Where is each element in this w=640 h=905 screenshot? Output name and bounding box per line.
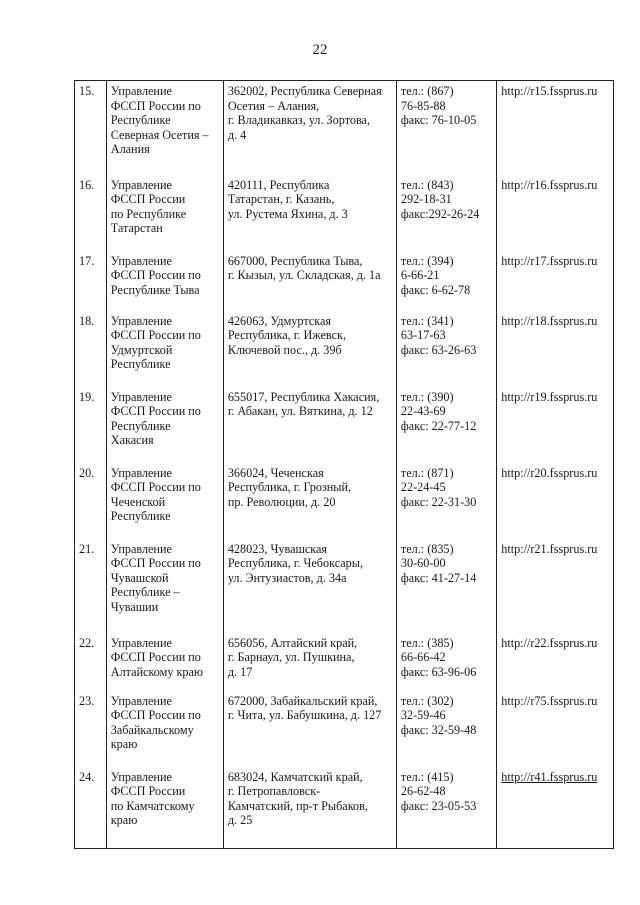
contact-line: 6-66-21 xyxy=(400,268,440,283)
address-line: пр. Революции, д. 20 xyxy=(227,494,336,509)
address-line: ул. Энтузиастов, д. 34а xyxy=(227,570,347,585)
address-line: 656056, Алтайский край, xyxy=(227,635,358,650)
department-name-line: Забайкальскому xyxy=(110,722,194,737)
department-name-cell xyxy=(106,81,223,175)
website-cell xyxy=(497,691,614,767)
row-number-cell xyxy=(75,251,107,311)
department-name-cell xyxy=(106,539,223,633)
address-line: Осетия – Алания, xyxy=(227,98,320,113)
department-name-line: Татарстан xyxy=(110,221,163,236)
contact-line: факс: 63-26-63 xyxy=(400,342,477,357)
table-row xyxy=(75,311,614,387)
department-name-line: ФССП России по xyxy=(110,98,201,113)
department-name-line: ФССП России xyxy=(110,784,186,799)
department-name-line: по Камчатскому xyxy=(110,798,195,813)
contact-line: факс:292-26-24 xyxy=(400,206,480,221)
contact-line: факс: 23-05-53 xyxy=(400,798,477,813)
contact-line: тел.: (871) xyxy=(400,465,454,480)
contacts-cell xyxy=(396,251,496,311)
contact-line: факс: 6-62-78 xyxy=(400,282,471,297)
department-name-line: ФССП России по xyxy=(110,556,201,571)
address-cell xyxy=(223,633,396,691)
department-name-line: Управление xyxy=(110,541,172,556)
contact-line: тел.: (390) xyxy=(400,389,454,404)
contact-line: 66-66-42 xyxy=(400,650,446,665)
address-cell xyxy=(223,311,396,387)
department-name-cell xyxy=(106,767,223,849)
department-name-line: по Республике xyxy=(110,206,187,221)
address-line: 362002, Республика Северная xyxy=(227,84,382,98)
table-row xyxy=(75,175,614,251)
department-name-line: Республике – xyxy=(110,585,180,600)
address-line: 683024, Камчатский край, xyxy=(227,769,363,784)
contact-line: 30-60-00 xyxy=(400,556,446,571)
department-name-line: Управление xyxy=(110,253,172,268)
department-name-line: Удмуртской xyxy=(110,342,173,357)
address-line: Татарстан, г. Казань, xyxy=(227,192,335,207)
contacts-cell xyxy=(396,463,496,539)
contact-line: факс: 32-59-48 xyxy=(400,722,477,737)
contact-line: факс: 76-10-05 xyxy=(400,113,477,128)
address-cell xyxy=(223,691,396,767)
address-line: д. 4 xyxy=(227,127,247,142)
address-line: 426063, Удмуртская xyxy=(227,313,331,328)
row-number-cell xyxy=(75,81,107,175)
contact-line: 22-24-45 xyxy=(400,480,446,495)
department-name-cell xyxy=(106,691,223,767)
website-cell xyxy=(497,175,614,251)
website-link[interactable]: http://r20.fssprus.ru xyxy=(501,465,598,480)
row-number: 16. xyxy=(79,177,95,192)
contact-line: тел.: (867) xyxy=(400,84,454,98)
table-row xyxy=(75,251,614,311)
contact-line: 292-18-31 xyxy=(400,192,452,207)
department-name-line: Чувашии xyxy=(110,599,159,614)
address-line: Республика, г. Ижевск, xyxy=(227,328,346,343)
department-name-line: Управление xyxy=(110,389,172,404)
contact-line: 26-62-48 xyxy=(400,784,446,799)
contact-line: тел.: (394) xyxy=(400,253,454,268)
department-name-line: Республике xyxy=(110,418,171,433)
department-name-line: ФССП России по xyxy=(110,404,201,419)
address-cell xyxy=(223,175,396,251)
table-row xyxy=(75,691,614,767)
address-line: ул. Рустема Яхина, д. 3 xyxy=(227,206,348,221)
department-name-line: Чувашской xyxy=(110,570,169,585)
contact-line: факс: 41-27-14 xyxy=(400,570,477,585)
address-cell xyxy=(223,387,396,463)
department-name-line: ФССП России по xyxy=(110,708,201,723)
department-name-line: Управление xyxy=(110,635,172,650)
website-link[interactable]: http://r41.fssprus.ru xyxy=(501,769,598,784)
department-name-cell xyxy=(106,175,223,251)
department-name-cell xyxy=(106,251,223,311)
department-name-line: Северная Осетия – xyxy=(110,127,209,142)
address-line: 366024, Чеченская xyxy=(227,465,324,480)
address-line: 655017, Республика Хакасия, xyxy=(227,389,380,404)
contact-line: тел.: (385) xyxy=(400,635,454,650)
table-row xyxy=(75,633,614,691)
website-cell xyxy=(497,539,614,633)
department-name-line: Управление xyxy=(110,693,172,708)
department-name-line: ФССП России по xyxy=(110,480,201,495)
website-link[interactable]: http://r21.fssprus.ru xyxy=(501,541,598,556)
table-row xyxy=(75,81,614,175)
department-name-line: краю xyxy=(110,813,138,828)
address-line: г. Владикавказ, ул. Зортова, xyxy=(227,113,371,128)
contact-line: тел.: (302) xyxy=(400,693,454,708)
row-number: 24. xyxy=(79,769,95,784)
table-row xyxy=(75,767,614,849)
contact-line: факс: 63-96-06 xyxy=(400,664,477,679)
address-cell xyxy=(223,539,396,633)
website-cell xyxy=(497,251,614,311)
department-name-line: Чеченской xyxy=(110,494,166,509)
row-number-cell xyxy=(75,387,107,463)
website-link[interactable]: http://r16.fssprus.ru xyxy=(501,177,598,192)
row-number-cell xyxy=(75,633,107,691)
department-name-line: Республике xyxy=(110,357,171,372)
address-line: Ключевой пос., д. 39б xyxy=(227,342,342,357)
department-name-line: ФССП России по xyxy=(110,650,201,665)
contact-line: 76-85-88 xyxy=(400,98,446,113)
contacts-cell xyxy=(396,767,496,849)
department-name-line: ФССП России xyxy=(110,192,186,207)
department-name-cell xyxy=(106,633,223,691)
website-link[interactable]: http://r15.fssprus.ru xyxy=(501,84,598,98)
website-cell xyxy=(497,81,614,175)
contact-line: тел.: (843) xyxy=(400,177,454,192)
address-cell xyxy=(223,767,396,849)
address-cell xyxy=(223,463,396,539)
contact-line: тел.: (415) xyxy=(400,769,454,784)
website-link[interactable]: http://r17.fssprus.ru xyxy=(501,253,598,268)
website-cell xyxy=(497,463,614,539)
department-name-line: Республике xyxy=(110,113,171,128)
department-name-cell xyxy=(106,311,223,387)
contact-line: факс: 22-31-30 xyxy=(400,494,477,509)
department-name-line: Хакасия xyxy=(110,433,154,448)
contacts-cell xyxy=(396,539,496,633)
website-cell xyxy=(497,633,614,691)
address-line: г. Барнаул, ул. Пушкина, xyxy=(227,650,355,665)
row-number: 22. xyxy=(79,635,95,650)
department-name-line: Алтайскому краю xyxy=(110,664,204,679)
department-name-line: Алания xyxy=(110,142,150,157)
address-line: 420111, Республика xyxy=(227,177,330,192)
contact-line: факс: 22-77-12 xyxy=(400,418,477,433)
contacts-cell xyxy=(396,633,496,691)
website-link[interactable]: http://r19.fssprus.ru xyxy=(501,389,598,404)
address-line: д. 25 xyxy=(227,813,253,828)
address-line: Республика, г. Грозный, xyxy=(227,480,352,495)
row-number-cell xyxy=(75,691,107,767)
row-number: 17. xyxy=(79,253,95,268)
website-link[interactable]: http://r18.fssprus.ru xyxy=(501,313,598,328)
address-line: г. Абакан, ул. Вяткина, д. 12 xyxy=(227,404,373,419)
address-line: Камчатский, пр-т Рыбаков, xyxy=(227,798,368,813)
address-line: 428023, Чувашская xyxy=(227,541,328,556)
row-number: 21. xyxy=(79,541,95,556)
table-row xyxy=(75,539,614,633)
row-number: 18. xyxy=(79,313,95,328)
department-name-line: краю xyxy=(110,737,138,752)
address-line: г. Чита, ул. Бабушкина, д. 127 xyxy=(227,708,382,723)
row-number: 20. xyxy=(79,465,95,480)
contact-line: 63-17-63 xyxy=(400,328,446,343)
website-cell xyxy=(497,311,614,387)
department-name-line: Управление xyxy=(110,313,172,328)
contact-line: 22-43-69 xyxy=(400,404,446,419)
website-cell xyxy=(497,767,614,849)
row-number-cell xyxy=(75,175,107,251)
contacts-cell xyxy=(396,387,496,463)
address-line: 672000, Забайкальский край, xyxy=(227,693,378,708)
address-line: 667000, Республика Тыва, xyxy=(227,253,363,268)
row-number-cell xyxy=(75,539,107,633)
department-name-line: ФССП России по xyxy=(110,328,201,343)
contacts-cell xyxy=(396,311,496,387)
department-name-line: Республике xyxy=(110,509,171,524)
address-line: г. Кызыл, ул. Складская, д. 1а xyxy=(227,268,381,283)
row-number-cell xyxy=(75,767,107,849)
contact-line: тел.: (341) xyxy=(400,313,454,328)
row-number-cell xyxy=(75,463,107,539)
contact-line: 32-59-46 xyxy=(400,708,446,723)
row-number: 23. xyxy=(79,693,95,708)
website-cell xyxy=(497,387,614,463)
address-cell xyxy=(223,81,396,175)
department-name-line: ФССП России по xyxy=(110,268,201,283)
address-line: д. 17 xyxy=(227,664,253,679)
address-line: Республика, г. Чебоксары, xyxy=(227,556,364,571)
website-link[interactable]: http://r75.fssprus.ru xyxy=(501,693,598,708)
contacts-cell xyxy=(396,81,496,175)
fssp-directory-table xyxy=(74,80,614,849)
row-number: 19. xyxy=(79,389,95,404)
contact-line: тел.: (835) xyxy=(400,541,454,556)
address-cell xyxy=(223,251,396,311)
address-line: г. Петропавловск- xyxy=(227,784,321,799)
department-name-cell xyxy=(106,387,223,463)
row-number-cell xyxy=(75,311,107,387)
contacts-cell xyxy=(396,175,496,251)
table-row xyxy=(75,463,614,539)
department-name-line: Управление xyxy=(110,84,172,98)
department-name-line: Управление xyxy=(110,177,172,192)
row-number: 15. xyxy=(79,84,95,98)
table-row xyxy=(75,387,614,463)
department-name-line: Республике Тыва xyxy=(110,282,200,297)
department-name-cell xyxy=(106,463,223,539)
page-number: 22 xyxy=(312,42,328,58)
website-link[interactable]: http://r22.fssprus.ru xyxy=(501,635,598,650)
department-name-line: Управление xyxy=(110,465,172,480)
department-name-line: Управление xyxy=(110,769,172,784)
contacts-cell xyxy=(396,691,496,767)
